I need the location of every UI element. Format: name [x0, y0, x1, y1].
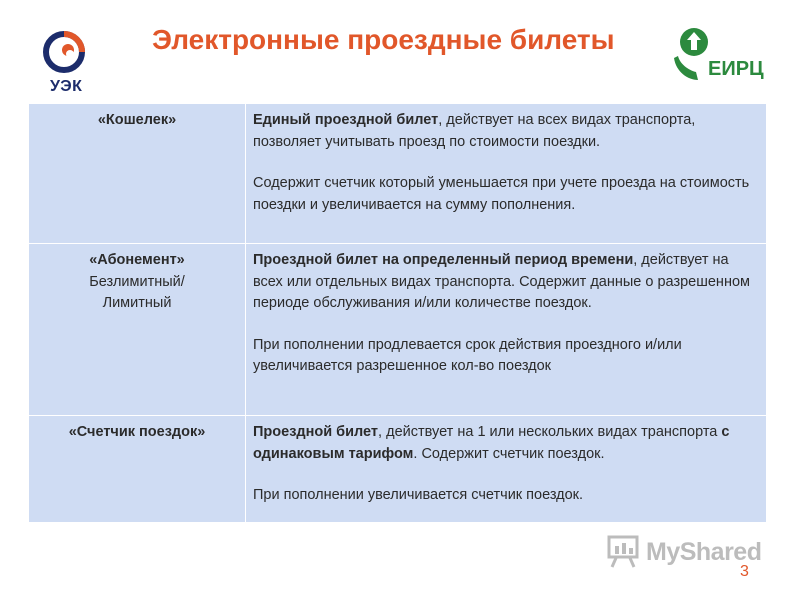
ticket-type-name: «Кошелек»	[97, 112, 177, 128]
ticket-description-cell	[246, 416, 767, 523]
ticket-type-subtitle: Лимитный	[102, 295, 172, 311]
description-text: , действует на всех видах транспорта, позволяет учитывать проезд по стоимости поездки.	[253, 112, 696, 150]
uek-logo-text: УЭК	[50, 78, 83, 95]
ticket-type-cell	[29, 416, 246, 523]
description-paragraph-2: Содержит счетчик который уменьшается при учете проезда на стоимость поездки и увеличивается на сумму пополнения.	[253, 175, 750, 213]
description-text: , действует на 1 или нескольких видах транспорта	[378, 424, 722, 440]
description-text: , действует на всех или отдельных видах транспорта. Содержит данные о разрешенном периоде обслуживания и/или количестве поездок.	[253, 252, 750, 311]
eirc-logo-text: ЕИРЦ	[708, 58, 764, 80]
ticket-description-cell	[246, 104, 767, 244]
description-paragraph-2: При пополнении продлевается срок действия проездного и/или увеличивается разрешенное кол-во поездок	[253, 336, 682, 374]
ticket-type-cell	[29, 244, 246, 416]
description-paragraph	[253, 422, 756, 465]
description-paragraph	[253, 110, 756, 153]
description-paragraph	[253, 250, 756, 315]
table-row	[29, 244, 767, 416]
description-bold-text: Единый проездной билет	[253, 112, 439, 128]
uek-logo	[42, 30, 92, 102]
ticket-type-subtitle: Безлимитный/	[89, 273, 185, 290]
description-paragraph-2: При пополнении увеличивается счетчик поездок.	[253, 487, 584, 503]
page-title: Электронные проездные билеты	[152, 24, 615, 55]
page-number: 3	[740, 563, 749, 580]
ticket-type-name: «Счетчик поездок»	[68, 424, 206, 440]
ticket-type-cell	[29, 104, 246, 244]
watermark-text: MyShared	[646, 538, 762, 566]
eirc-logo	[668, 24, 780, 88]
description-bold-text: Проездной билет на определенный период времени	[253, 252, 634, 268]
description-text: . Содержит счетчик поездок.	[413, 445, 605, 462]
table-row	[29, 104, 767, 244]
ticket-description-cell	[246, 244, 767, 416]
description-bold-text: Проездной билет	[253, 424, 379, 440]
description-bold-text: с одинаковым тарифом	[253, 424, 730, 462]
table-row	[29, 416, 767, 523]
uek-emblem-icon	[42, 30, 86, 74]
tickets-table	[28, 103, 767, 523]
ticket-type-name: «Абонемент»	[89, 252, 185, 268]
presentation-board-icon	[606, 534, 642, 568]
